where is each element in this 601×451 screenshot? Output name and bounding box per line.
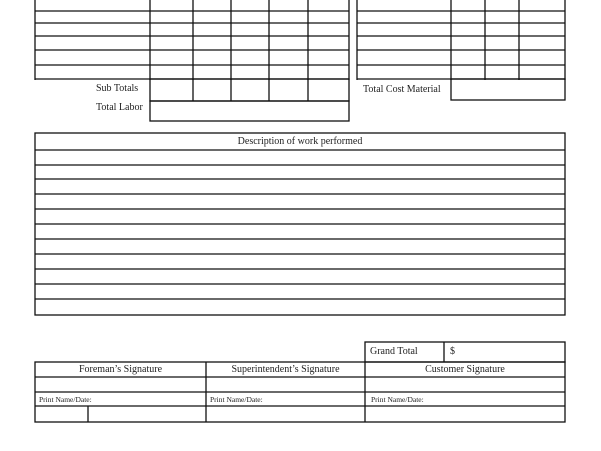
total-labor-label: Total Labor	[96, 102, 143, 113]
grand-total-field[interactable]	[460, 343, 564, 361]
superintendent-print-name-date-label: Print Name/Date:	[210, 395, 263, 404]
total-cost-material-label: Total Cost Material	[363, 84, 441, 95]
labor-table	[35, 0, 349, 80]
subtotal-cell-3[interactable]	[232, 80, 268, 100]
customer-signature-field[interactable]	[366, 378, 564, 391]
superintendent-signature-field[interactable]	[207, 378, 364, 391]
foreman-signature-label: Foreman’s Signature	[78, 364, 163, 375]
foreman-print-field-b[interactable]	[89, 407, 205, 421]
customer-print-field[interactable]	[366, 407, 564, 421]
subtotal-cell-4[interactable]	[270, 80, 307, 100]
subtotal-cell-2[interactable]	[194, 80, 230, 100]
total-cost-material-field[interactable]	[452, 80, 564, 99]
superintendent-print-field[interactable]	[207, 407, 364, 421]
foreman-signature-field[interactable]	[36, 378, 205, 391]
sub-totals-label: Sub Totals	[96, 83, 139, 94]
description-lines-area[interactable]	[36, 151, 564, 314]
superintendent-signature-label: Superintendent’s Signature	[231, 364, 340, 375]
customer-print-name-date-label: Print Name/Date:	[371, 395, 424, 404]
subtotal-cell-1[interactable]	[151, 80, 192, 100]
customer-signature-label: Customer Signature	[425, 364, 505, 375]
foreman-print-name-date-label: Print Name/Date:	[39, 395, 92, 404]
grand-total-label: Grand Total	[370, 346, 418, 357]
description-header: Description of work performed	[237, 136, 363, 147]
total-labor-field[interactable]	[151, 102, 348, 120]
foreman-print-field-a[interactable]	[36, 407, 87, 421]
currency-symbol: $	[450, 346, 455, 357]
subtotal-cell-5[interactable]	[309, 80, 348, 100]
